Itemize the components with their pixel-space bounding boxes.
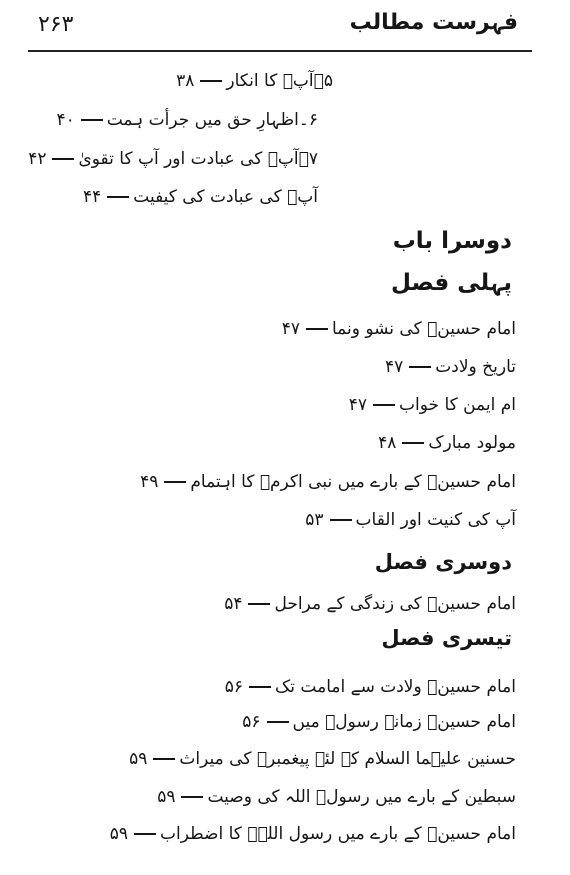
leader-dash [306,328,328,330]
entry-title: آپؑ کی عبادت کی کیفیت [133,187,318,207]
leader-dash [402,442,424,444]
leader-dash [249,686,271,688]
toc-entry [83,186,318,208]
leader-dash [267,721,289,723]
toc-entry [176,70,333,92]
leader-dash [200,80,222,82]
section-heading: پہلی فصل [390,270,512,296]
section-heading: دوسری فصل [374,550,512,574]
section-heading: تیسری فصل [381,626,512,650]
entry-title: امام حسینؑ ولادت سے امامت تک [275,677,516,697]
entry-page: ۴۲ [28,149,47,169]
toc-entry [28,148,318,170]
toc-entry [110,823,516,845]
entry-title: امام حسینؑ کے بارے میں نبی اکرمؐ کا اہتمام [190,472,516,492]
leader-dash [181,796,203,798]
chapter-heading: دوسرا باب [392,228,512,254]
leader-dash [107,196,129,198]
toc-entry [378,432,516,454]
toc-entry [157,786,516,808]
toc-entry [349,394,516,416]
entry-page: ۴۰ [56,110,75,130]
entry-page: ۵۶ [224,677,244,697]
toc-entry [305,509,516,531]
entry-title: امام حسینؑ زمانۂ رسولؐ میں [292,712,516,732]
leader-dash [248,603,270,605]
entry-title: امام حسینؑ کے بارے میں رسول اللہؐ کا اضطراب [159,824,516,844]
leader-dash [373,404,395,406]
entry-page: ۵۹ [157,787,176,807]
entry-page: ۵۹ [129,749,148,769]
toc-entry [56,109,318,131]
entry-page: ۴۸ [378,433,397,453]
toc-entry [224,593,516,615]
leader-dash [409,366,431,368]
entry-page: ۵۶ [242,712,261,732]
entry-page: ۵۳ [305,510,324,530]
leader-dash [134,833,156,835]
leader-dash [52,158,74,160]
leader-dash [153,758,175,760]
entry-page: ۴۷ [385,357,404,377]
entry-title: ۵۔آپؑ کا انکار [226,71,333,91]
entry-title: امام حسینؑ کی زندگی کے مراحل [274,594,516,614]
entry-page: ۵۴ [224,594,243,614]
toc-entry [140,471,516,493]
toc-entry [225,676,516,698]
entry-page: ۴۷ [281,319,300,339]
header-title: فہرست مطالب [349,10,518,35]
entry-page: ۵۹ [109,824,128,844]
toc-entry [129,748,516,770]
entry-page: ۴۷ [348,395,368,415]
header-rule [28,50,532,52]
entry-title: امام حسینؑ کی نشو ونما [332,319,516,339]
leader-dash [330,519,352,521]
entry-title: مولود مبارک [428,433,516,453]
page-number: ۲۶۳ [38,12,74,37]
leader-dash [164,481,186,483]
toc-entry [282,318,516,340]
toc-entry [385,356,516,378]
entry-page: ۴۹ [140,472,159,492]
entry-page: ۴۴ [82,187,102,207]
entry-page: ۳۸ [176,71,195,91]
entry-title: آپ کی کنیت اور القاب [355,510,516,530]
entry-title: سبطین کے بارے میں رسولؐ اللہ کی وصیت [207,787,516,807]
leader-dash [81,119,103,121]
toc-entry [242,711,516,733]
entry-title: ۷۔آپؑ کی عبادت اور آپ کا تقویٰ [78,149,318,169]
entry-title: ۶۔اظہارِ حق میں جرأت ہمت [106,110,318,130]
entry-title: ام ایمن کا خواب [399,395,516,415]
entry-title: تاریخ ولادت [435,357,516,377]
entry-title: حسنین علیہما السلام کے لئے پیغمبرؐ کی میراث [179,749,516,769]
